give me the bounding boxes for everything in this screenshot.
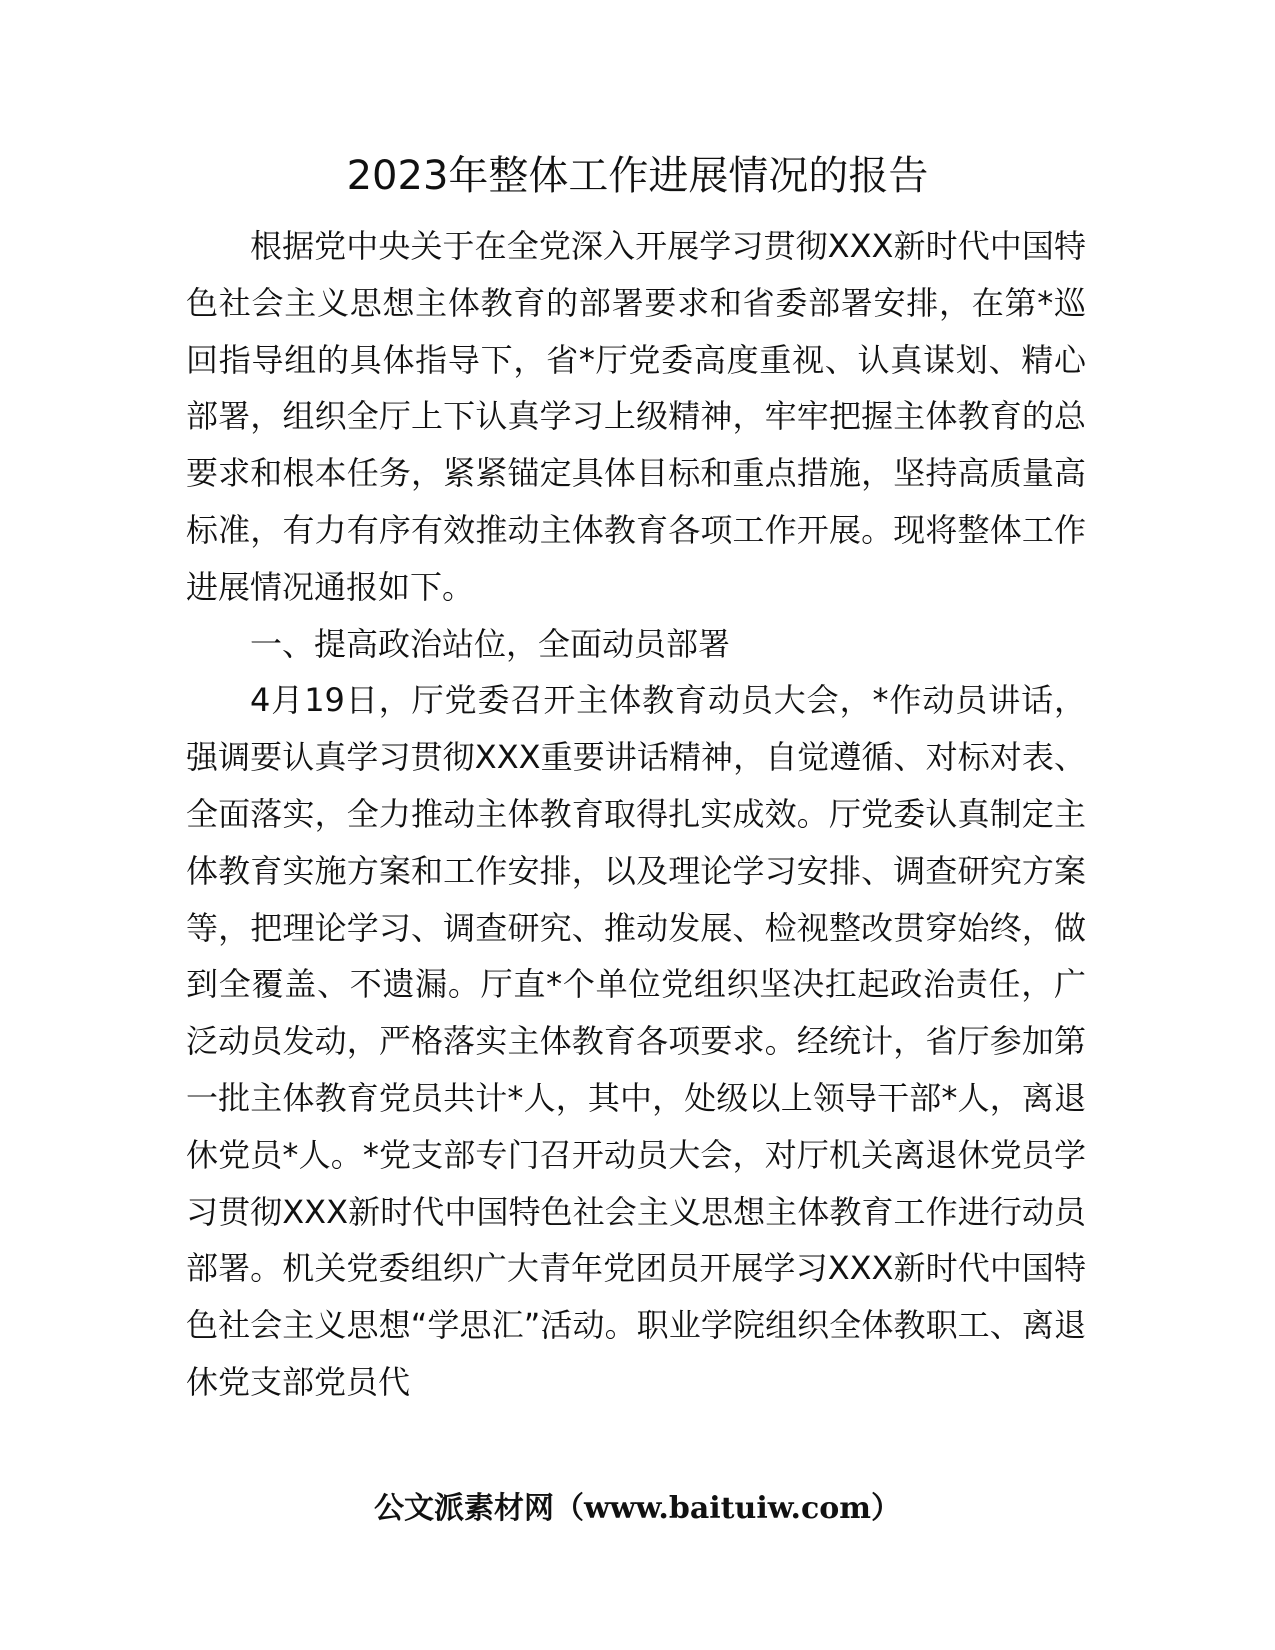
paragraph-intro: 根据党中央关于在全党深入开展学习贯彻XXX新时代中国特色社会主义思想主体教育的部署要求和省委部署安排，在第*巡回指导组的具体指导下，省*厅党委高度重视、认真谋划、精心部署，组织全厅上下认真学习上级精神，牢牢把握主体教育的总要求和根本任务，紧紧锚定具体目标和重点措施，坚持高质量高标准，有力有序有效推动主体教育各项工作开展。现将整体工作进展情况通报如下。 bbox=[186, 227, 1086, 606]
footer-watermark-text: 公文派素材网（www.baituiw.com） bbox=[373, 1491, 902, 1526]
paragraph-section-one: 4月19日，厅党委召开主体教育动员大会，*作动员讲话，强调要认真学习贯彻XXX重要讲话精神，自觉遵循、对标对表、全面落实，全力推动主体教育取得扎实成效。厅党委认真制定主体教育实施方案和工作安排，以及理论学习安排、调查研究方案等，把理论学习、调查研究、推动发展、检视整改贯穿始终，做到全覆盖、不遗漏。厅直*个单位党组织坚决扛起政治责任，广泛动员发动，严格落实主体教育各项要求。经统计，省厅参加第一批主体教育党员共计*人，其中，处级以上领导干部*人，离退休党员*人。*党支部专门召开动员大会，对厅机关离退休党员学习贯彻XXX新时代中国特色社会主义思想主体教育工作进行动员部署。机关党委组织广大青年党团员开展学习XXX新时代中国特色社会主义思想“学思汇”活动。职业学院组织全体教职工、离退休党支部党员代 bbox=[186, 681, 1086, 1401]
section-heading: 一、提高政治站位，全面动员部署 bbox=[250, 624, 731, 663]
document-title: 2023年整体工作进展情况的报告 bbox=[346, 153, 929, 199]
document-body bbox=[186, 218, 1086, 1411]
